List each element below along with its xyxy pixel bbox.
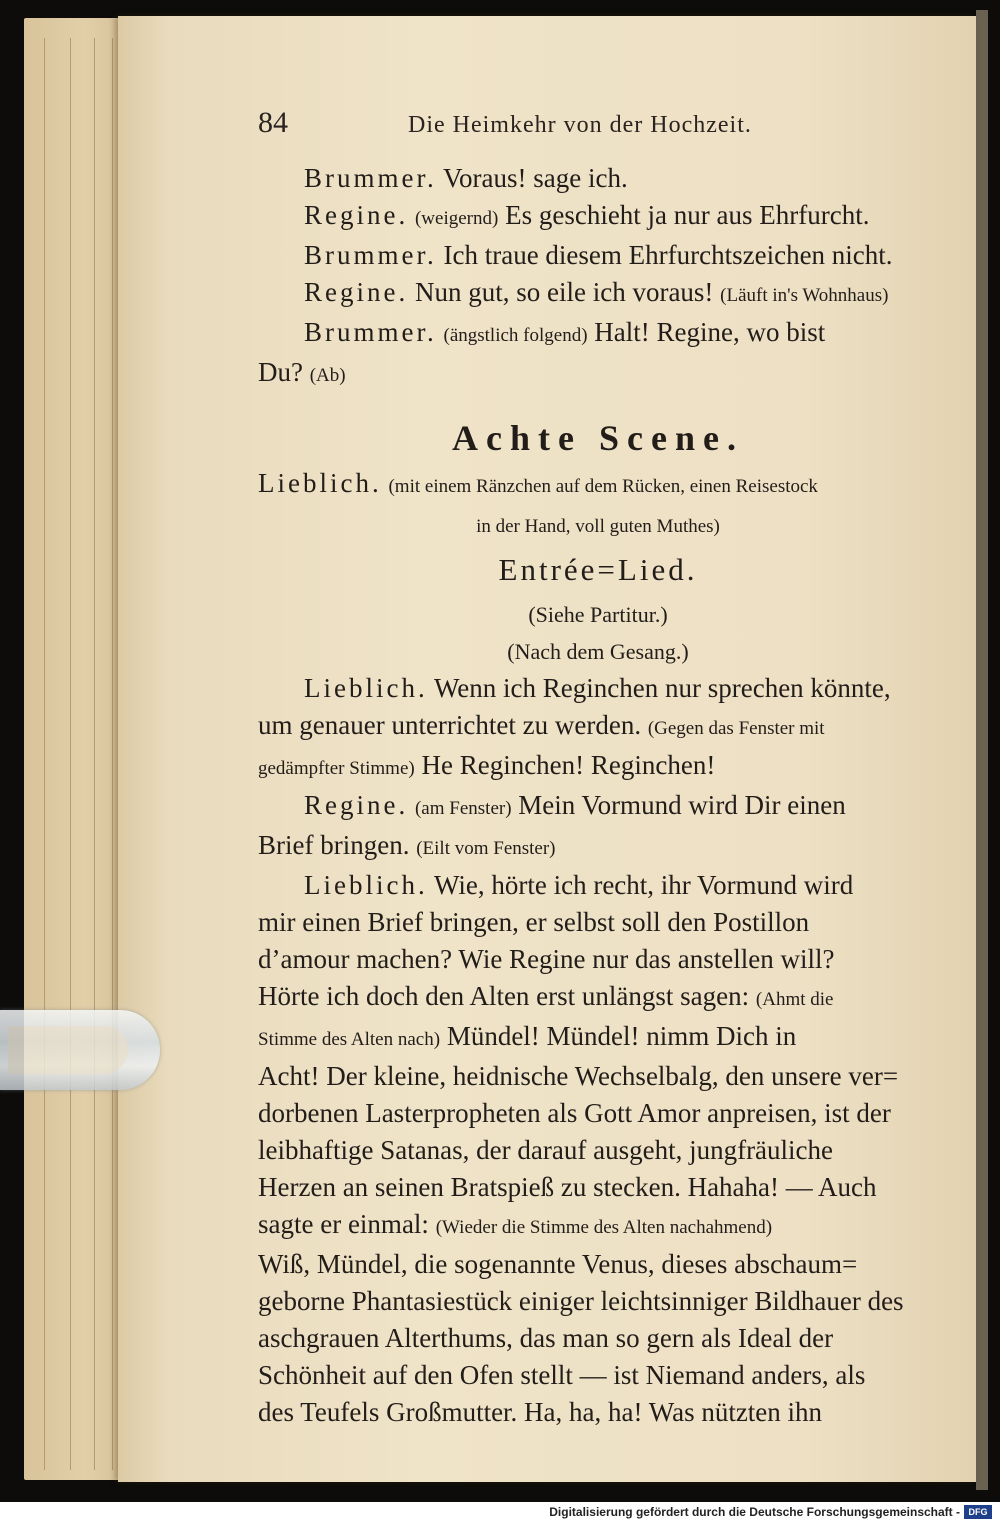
speaker-name: Brummer. [304, 317, 437, 347]
dialogue-text: Hörte ich doch den Alten erst unlängst sagen: [258, 981, 756, 1011]
text-line [258, 747, 938, 787]
text-line [258, 354, 938, 394]
dialogue-text: Es geschieht ja nur aus Ehrfurcht. [498, 200, 870, 230]
dialogue-text: Halt! Regine, wo bist [587, 317, 826, 347]
page-text [258, 160, 938, 1431]
dialogue-text: Nun gut, so eile ich voraus! [408, 277, 721, 307]
text-line [258, 314, 938, 354]
speaker-name: Regine. [304, 200, 409, 230]
dialogue-text: Brief bringen. [258, 830, 417, 860]
text-line: leibhaftige Satanas, der darauf ausgeht, jungfräuliche [258, 1135, 834, 1165]
text-line [258, 787, 938, 827]
text-line [258, 1018, 938, 1058]
song-title: Entrée=Lied. [498, 552, 698, 587]
running-title: Die Heimkehr von der Hochzeit. [408, 112, 752, 138]
text-line: geborne Phantasiestück einiger leichtsinniger Bildhauer des [258, 1286, 904, 1316]
dialogue-text: Mein Vormund wird Dir einen [511, 790, 846, 820]
stage-direction: (ängstlich folgend) [443, 325, 588, 346]
stage-direction: (Läuft in's Wohnhaus) [720, 285, 889, 306]
page-number: 84 [258, 106, 288, 139]
stage-direction: (Gegen das Fenster mit [647, 718, 825, 739]
paper-clip-inner [8, 1026, 128, 1074]
speaker-name: Brummer. [304, 163, 437, 193]
dialogue-text: Wenn ich Reginchen nur sprechen könnte, [427, 673, 891, 703]
text-line [258, 197, 938, 237]
text-line [258, 707, 938, 747]
book-edge-right [976, 10, 988, 1490]
page-edge-line [70, 38, 71, 1470]
text-line [258, 670, 938, 707]
text-line [258, 505, 938, 545]
text-line: Herzen an seinen Bratspieß zu stecken. Hahaha! — Auch [258, 1172, 877, 1202]
stage-direction: gedämpfter Stimme) [258, 758, 415, 779]
text-line: des Teufels Großmutter. Ha, ha, ha! Was nützten ihn [258, 1397, 823, 1427]
text-line [258, 465, 938, 505]
text-line [258, 237, 938, 274]
dfg-logo: DFG [964, 1505, 992, 1519]
dialogue-text: Mündel! Mündel! nimm Dich in [440, 1021, 797, 1051]
dialogue-text: Du? [258, 357, 310, 387]
dialogue-text: um genauer unterrichtet zu werden. [258, 710, 648, 740]
text-line [258, 274, 938, 314]
funding-note: Digitalisierung gefördert durch die Deutsche Forschungsgemeinschaft - [549, 1505, 960, 1519]
dialogue-text: sagte er einmal: [258, 1209, 436, 1239]
text-line: dorbenen Lasterpropheten als Gott Amor anpreisen, ist der [258, 1098, 891, 1128]
paper-clip [0, 1010, 160, 1090]
speaker-name: Lieblich. [258, 468, 382, 498]
text-line [258, 867, 938, 904]
stage-direction: (Ahmt die [755, 989, 834, 1010]
speaker-name: Lieblich. [304, 870, 428, 900]
text-line [258, 978, 938, 1018]
text-line [258, 1206, 938, 1246]
dialogue-text: He Reginchen! Reginchen! [414, 750, 716, 780]
dialogue-text: Wie, hörte ich recht, ihr Vormund wird [427, 870, 854, 900]
scene-heading: Achte Scene. [452, 418, 744, 458]
stage-direction: (weigernd) [414, 208, 499, 229]
stage-direction: (am Fenster) [414, 798, 512, 819]
stage-direction: (Ab) [309, 365, 346, 386]
stage-direction: (Eilt vom Fenster) [416, 838, 556, 859]
speaker-name: Regine. [304, 790, 409, 820]
page-edge-line [94, 38, 95, 1470]
text-line: aschgrauen Alterthums, das man so gern als Ideal der [258, 1323, 834, 1353]
text-line: d’amour machen? Wie Regine nur das anstellen will? [258, 944, 835, 974]
page-edge-line [112, 38, 113, 1470]
text-line: Wiß, Mündel, die sogenannte Venus, dieses abschaum= [258, 1249, 858, 1279]
speaker-name: Regine. [304, 277, 409, 307]
stage-direction: (Wieder die Stimme des Alten nachahmend) [435, 1217, 773, 1238]
page-edge-line [44, 38, 45, 1470]
stage-direction: in der Hand, voll guten Muthes) [476, 516, 720, 537]
score-note: (Siehe Partitur.) [528, 602, 668, 627]
text-line [258, 827, 938, 867]
text-line: Schönheit auf den Ofen stellt — ist Niemand anders, als [258, 1360, 866, 1390]
text-line: Acht! Der kleine, heidnische Wechselbalg, den unsere ver= [258, 1061, 899, 1091]
text-line: mir einen Brief bringen, er selbst soll den Postillon [258, 907, 810, 937]
speaker-name: Brummer. [304, 240, 437, 270]
page-header [258, 106, 798, 146]
speaker-name: Lieblich. [304, 673, 428, 703]
stage-direction: (mit einem Ränzchen auf dem Rücken, einen Reisestock [388, 476, 818, 497]
stage-direction: Stimme des Alten nach) [258, 1029, 441, 1050]
footer-bar [0, 1502, 1000, 1523]
after-song-note: (Nach dem Gesang.) [507, 639, 689, 664]
dialogue-text: Voraus! sage ich. [436, 163, 628, 193]
dialogue-text: Ich traue diesem Ehrfurchtszeichen nicht. [436, 240, 893, 270]
text-line [258, 160, 938, 197]
